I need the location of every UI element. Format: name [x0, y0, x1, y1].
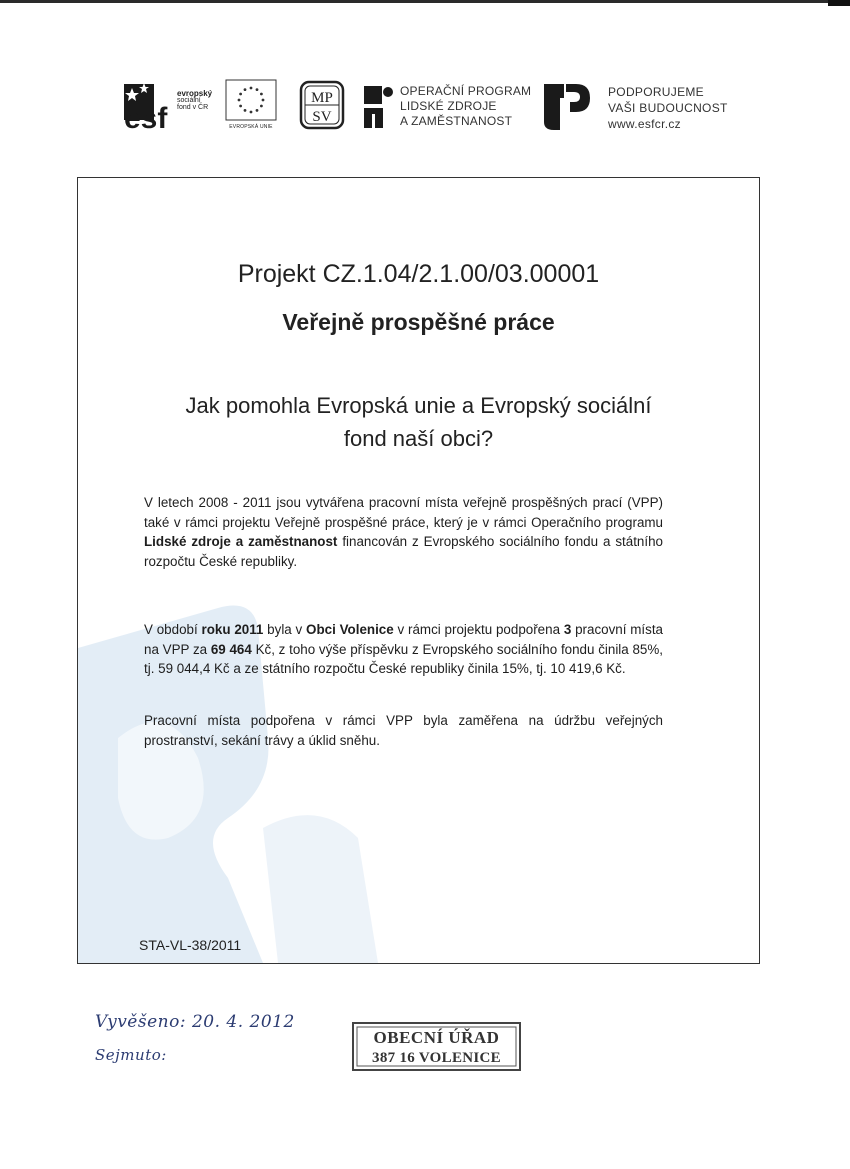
oplzz-line: LIDSKÉ ZDROJE [400, 99, 497, 113]
mpsv-text-bottom: SV [312, 109, 332, 125]
mpsv-logo [298, 78, 346, 132]
notice-frame [77, 177, 760, 964]
text-span: V letech 2008 - 2011 jsou vytvářena pracovní místa veřejně prospěšných prací (VPP) také v rámci projektu Veřejně prospěšné práce, který je v rámci Operačního programu [144, 495, 663, 530]
mpsv-text-top: MP [311, 90, 333, 106]
oplzz-line: A ZAMĚSTNANOST [400, 114, 513, 128]
esfcr-ep-icon [540, 78, 596, 132]
eu-caption: EVROPSKÁ UNIE [229, 124, 273, 130]
esfcr-url: www.esfcr.cz [608, 117, 681, 131]
stamp-text-office: OBECNÍ ÚŘAD [373, 1028, 500, 1047]
scan-edge-top [0, 0, 850, 3]
esf-text-line: fond v ČR [177, 104, 209, 111]
esfcr-line: PODPORUJEME [608, 85, 704, 99]
esf-logo [122, 78, 222, 132]
oplzz-logo [360, 78, 540, 132]
eu-flag-icon [222, 78, 280, 122]
scan-edge-right [828, 0, 850, 6]
municipality: Obci Volenice [306, 622, 394, 637]
oplzz-text [400, 84, 531, 129]
job-count: 3 [563, 622, 572, 637]
question-heading [118, 389, 719, 455]
question-line: fond naší obci? [343, 426, 494, 451]
text-span: byla v [263, 622, 307, 637]
paragraph-work-focus: Pracovní místa podpořena v rámci VPP byla zaměřena na údržbu veřejných prostranství, sekání trávy a úklid sněhu. [144, 713, 663, 748]
handwritten-posted-date: Vyvěšeno: 20. 4. 2012 [95, 1012, 295, 1032]
question-line: Jak pomohla Evropská unie a Evropský sociální [185, 393, 652, 418]
program-name: Lidské zdroje a zaměstnanost [144, 534, 338, 549]
text-span: V období [144, 622, 202, 637]
office-stamp [350, 1020, 523, 1073]
eu-flag-logo [222, 78, 280, 132]
esf-text-line: evropský [177, 89, 213, 98]
text-span: financován z Evropského sociálního fondu a státního rozpočtu České republiky. [144, 534, 663, 569]
paragraph-intro [144, 493, 663, 571]
total-amount: 69 464 [210, 641, 252, 657]
year: roku 2011 [201, 622, 264, 637]
paragraph-funding [144, 620, 663, 679]
project-title: Veřejně prospěšné práce [282, 309, 555, 335]
oplzz-figure-icon [360, 78, 396, 132]
esf-logo-text [177, 90, 212, 111]
mpsv-frame-icon [298, 78, 346, 132]
document-reference: STA-VL-38/2011 [139, 937, 242, 953]
svg-text:esf: esf [124, 102, 168, 132]
esfcr-logo [540, 78, 740, 132]
oplzz-line: OPERAČNÍ PROGRAM [400, 84, 532, 98]
project-code: Projekt CZ.1.04/2.1.00/03.00001 [237, 260, 600, 288]
esfcr-line: VAŠI BUDOUCNOST [608, 101, 728, 115]
logo-bar [0, 72, 850, 142]
handwritten-removed-date: Sejmuto: [95, 1046, 167, 1064]
text-span: Kč, z toho výše příspěvku z Evropského sociálního fondu činila 85%, tj. 59 044,4 Kč a ze státního rozpočtu České republiky činila 15%, tj. 10 419,6 Kč. [144, 641, 663, 676]
esfcr-text [608, 84, 728, 132]
stamp-text-address: 387 16 VOLENICE [372, 1050, 501, 1066]
text-span: pracovní místa na VPP za [144, 622, 663, 657]
esf-text-line: sociální [177, 97, 201, 104]
text-span: v rámci projektu podpořena [393, 622, 564, 637]
